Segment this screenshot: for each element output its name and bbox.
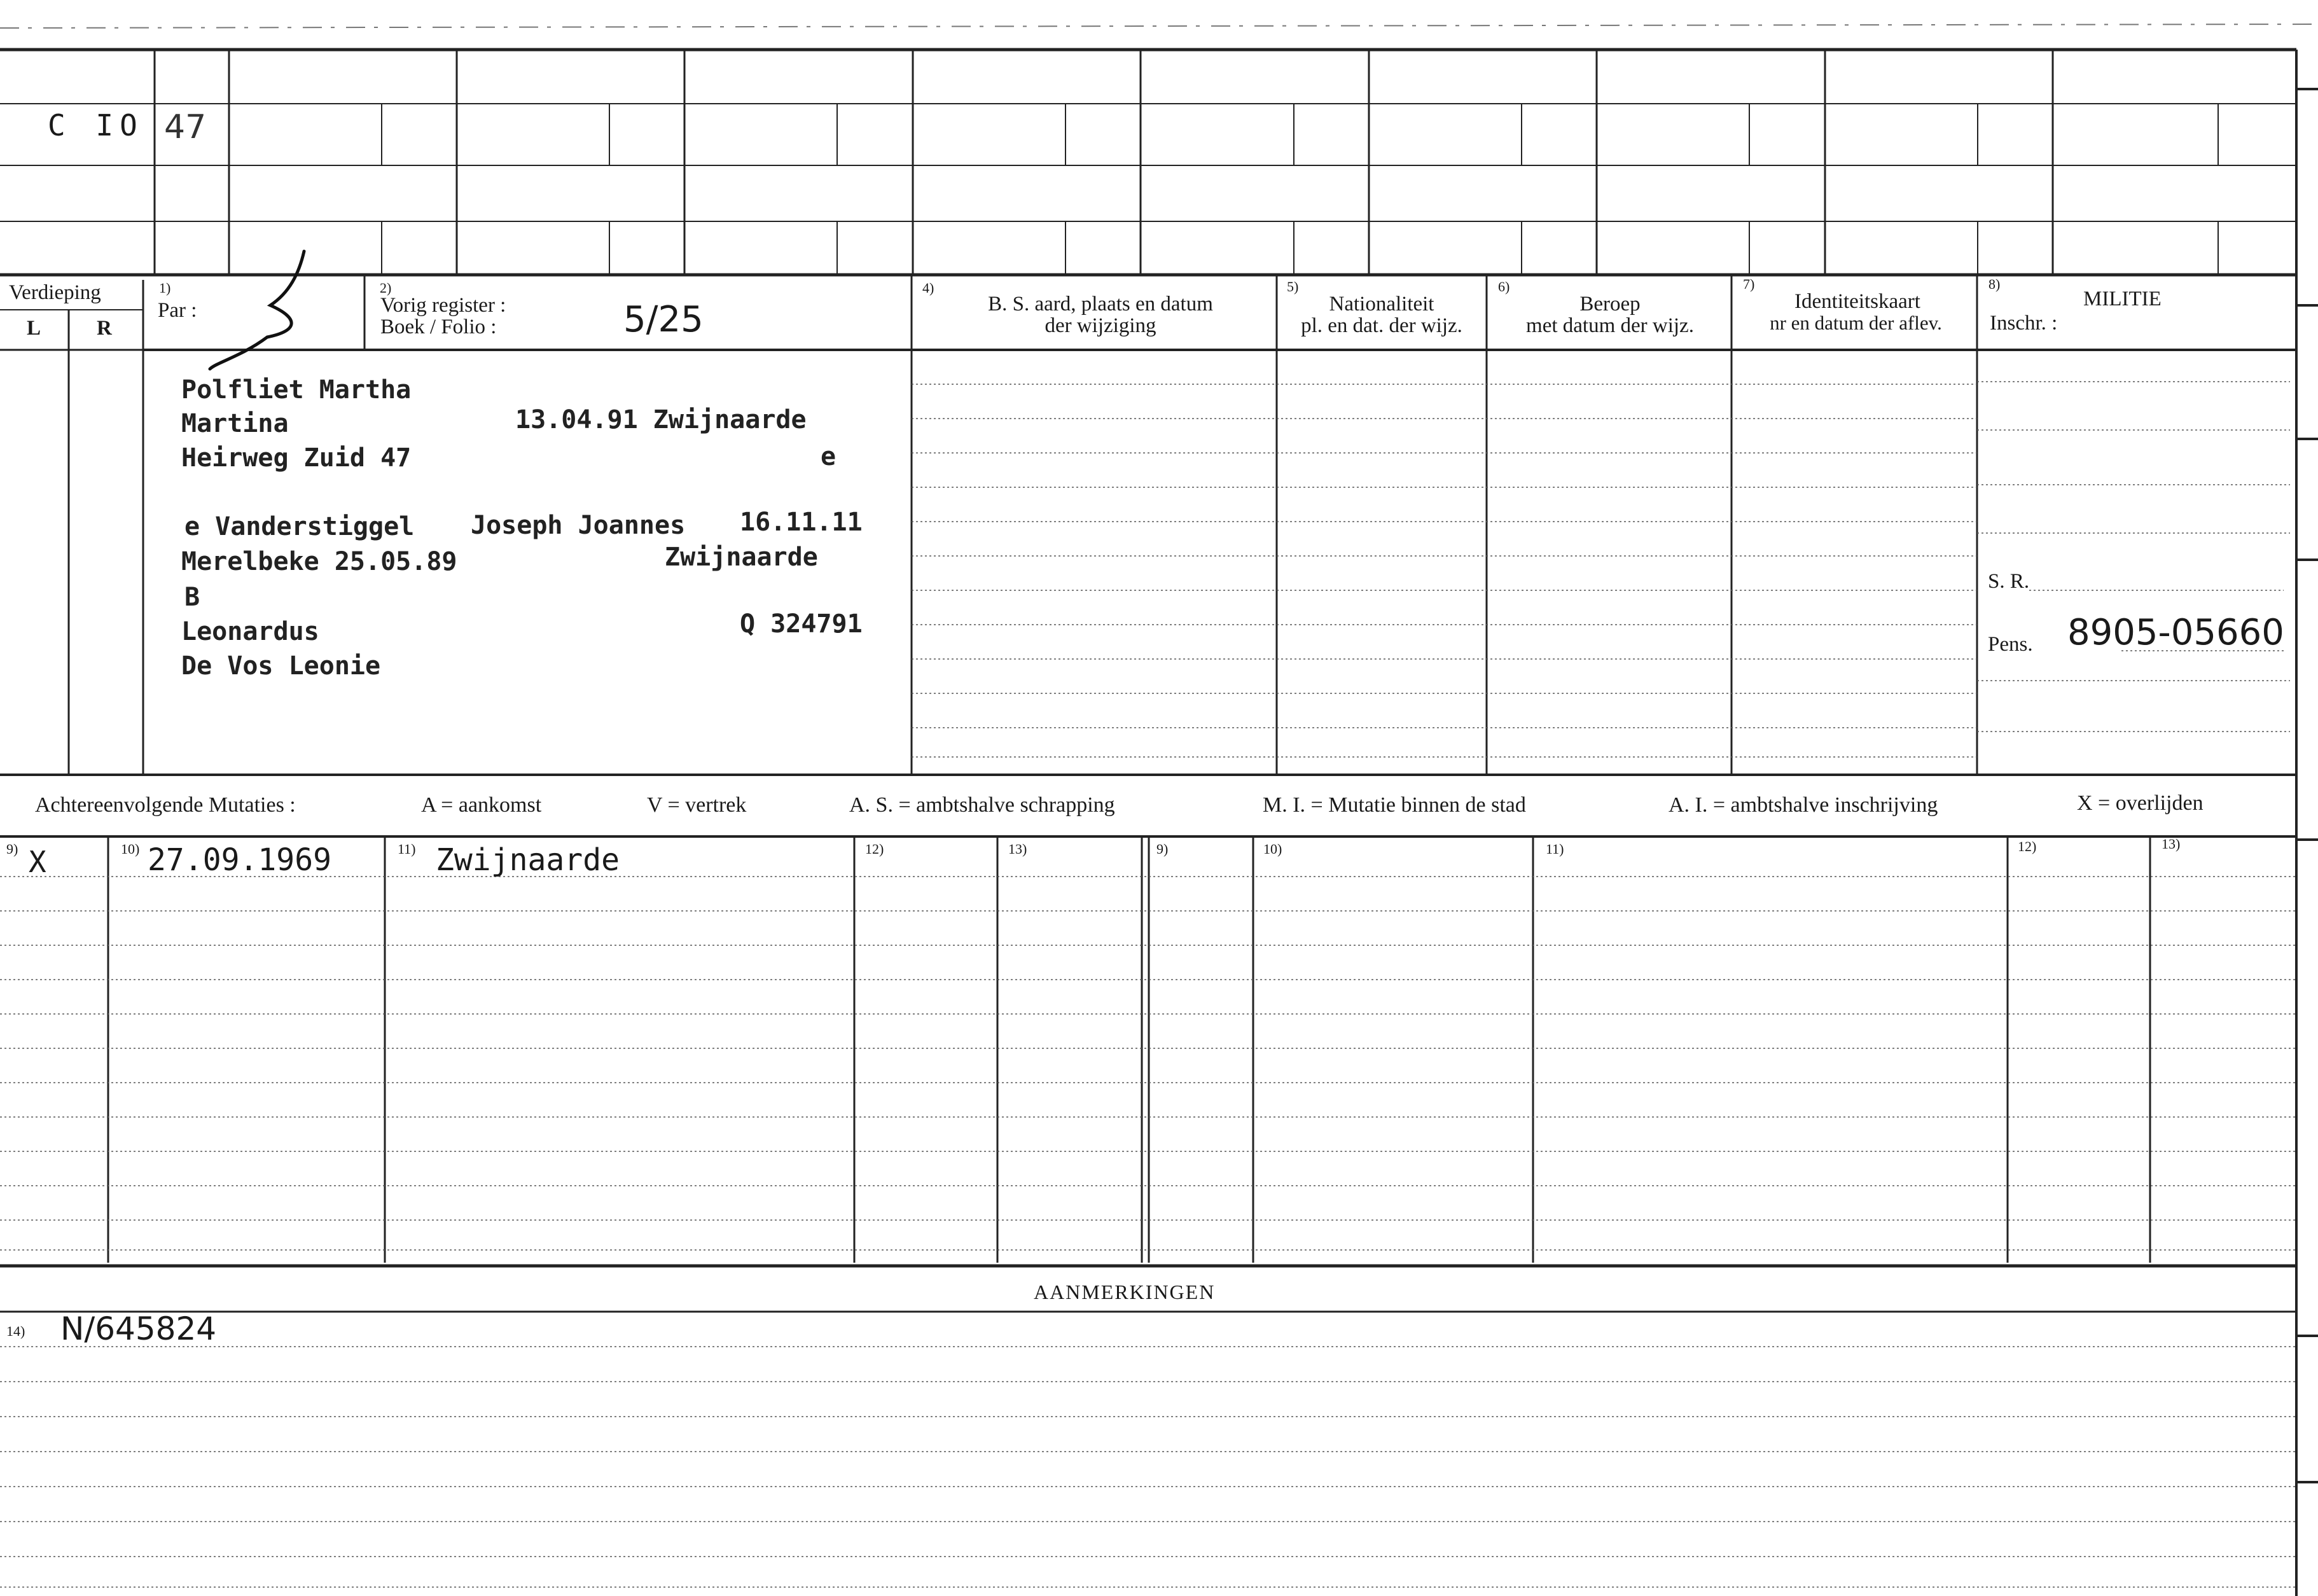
mut-col12-header: 12) <box>865 841 884 857</box>
pens-value: 8905-05660 <box>2067 612 2284 653</box>
legend-x: X = overlijden <box>2077 791 2203 815</box>
spouse-residence: Zwijnaarde <box>665 543 818 572</box>
col-r-label: R <box>97 317 112 340</box>
person-e-mark: e <box>821 442 836 471</box>
legend-v: V = vertrek <box>647 793 747 817</box>
militie-label: MILITIE <box>2083 288 2162 310</box>
mut-col11b-header: 11) <box>1546 841 1564 857</box>
remarks-title: AANMERKINGEN <box>1034 1280 1216 1303</box>
mut-col13b-header: 13) <box>2162 836 2181 852</box>
mutation-place: Zwijnaarde <box>436 842 620 878</box>
field-5-title: Nationaliteit <box>1329 293 1434 316</box>
field-7-subtitle: nr en datum der aflev. <box>1770 312 1942 334</box>
boek-folio-label: Boek / Folio : <box>380 316 497 338</box>
field-7-number: 7) <box>1743 276 1755 292</box>
field-8-number: 8) <box>1988 276 2001 292</box>
field-4-subtitle: der wijziging <box>1044 314 1156 337</box>
boek-folio-value: 5/25 <box>623 299 704 340</box>
person-birth: 13.04.91 Zwijnaarde <box>515 405 807 434</box>
field-1-number: 1) <box>159 280 171 296</box>
mut-col13-header: 13) <box>1008 841 1027 857</box>
mut-col10b-header: 10) <box>1263 841 1282 857</box>
inschr-label: Inschr. : <box>1990 312 2058 335</box>
remarks-value: N/645824 <box>60 1310 217 1347</box>
vorig-register-label: Vorig register : <box>380 294 506 317</box>
field-5-subtitle: pl. en dat. der wijz. <box>1301 314 1462 337</box>
spouse-birthplace: Merelbeke 25.05.89 <box>181 547 457 576</box>
legend-mi: M. I. = Mutatie binnen de stad <box>1263 793 1526 817</box>
mut-col11-header: 11) <box>398 841 416 857</box>
legend-title: Achtereenvolgende Mutaties : <box>35 793 296 817</box>
field-2-number: 2) <box>380 280 392 296</box>
spouse-date: 16.11.11 <box>740 508 863 537</box>
pens-label: Pens. <box>1988 633 2033 656</box>
mut-col10-header: 10) <box>121 841 140 857</box>
spouse-firstnames: Joseph Joannes <box>471 511 686 540</box>
legend-as: A. S. = ambtshalve schrapping <box>849 793 1115 817</box>
field-4-title: B. S. aard, plaats en datum <box>988 293 1213 316</box>
id-code: Q 324791 <box>740 609 863 639</box>
field-6-subtitle: met datum der wijz. <box>1526 314 1694 337</box>
mutation-code: X <box>29 845 46 879</box>
legend-ai: A. I. = ambtshalve inschrijving <box>1669 793 1938 817</box>
mutation-date: 27.09.1969 <box>148 842 331 878</box>
remarks-field-number: 14) <box>6 1323 25 1339</box>
sr-label: S. R. <box>1988 570 2030 593</box>
person-firstname: Martina <box>181 409 289 438</box>
field-6-title: Beroep <box>1579 293 1641 316</box>
b-mark: B <box>184 583 200 612</box>
person-name: Polfliet Martha <box>181 375 412 405</box>
spouse-name: e Vanderstiggel <box>184 512 415 541</box>
registry-number: 47 <box>164 108 207 146</box>
registry-code: C IO <box>48 108 144 142</box>
par-label: Par : <box>158 299 197 322</box>
father-name: Leonardus <box>181 617 319 646</box>
legend-a: A = aankomst <box>421 793 542 817</box>
col-l-label: L <box>27 317 41 340</box>
mother-name: De Vos Leonie <box>181 651 381 681</box>
par-pen-mark <box>210 251 304 369</box>
person-address: Heirweg Zuid 47 <box>181 443 412 473</box>
verdieping-label: Verdieping <box>9 281 101 304</box>
field-7-title: Identiteitskaart <box>1794 290 1920 313</box>
mut-col9b-header: 9) <box>1156 841 1169 857</box>
field-4-number: 4) <box>922 280 934 296</box>
mut-col12b-header: 12) <box>2018 838 2037 854</box>
mut-col9-header: 9) <box>6 841 18 857</box>
field-6-number: 6) <box>1498 279 1510 295</box>
field-5-number: 5) <box>1287 279 1299 295</box>
